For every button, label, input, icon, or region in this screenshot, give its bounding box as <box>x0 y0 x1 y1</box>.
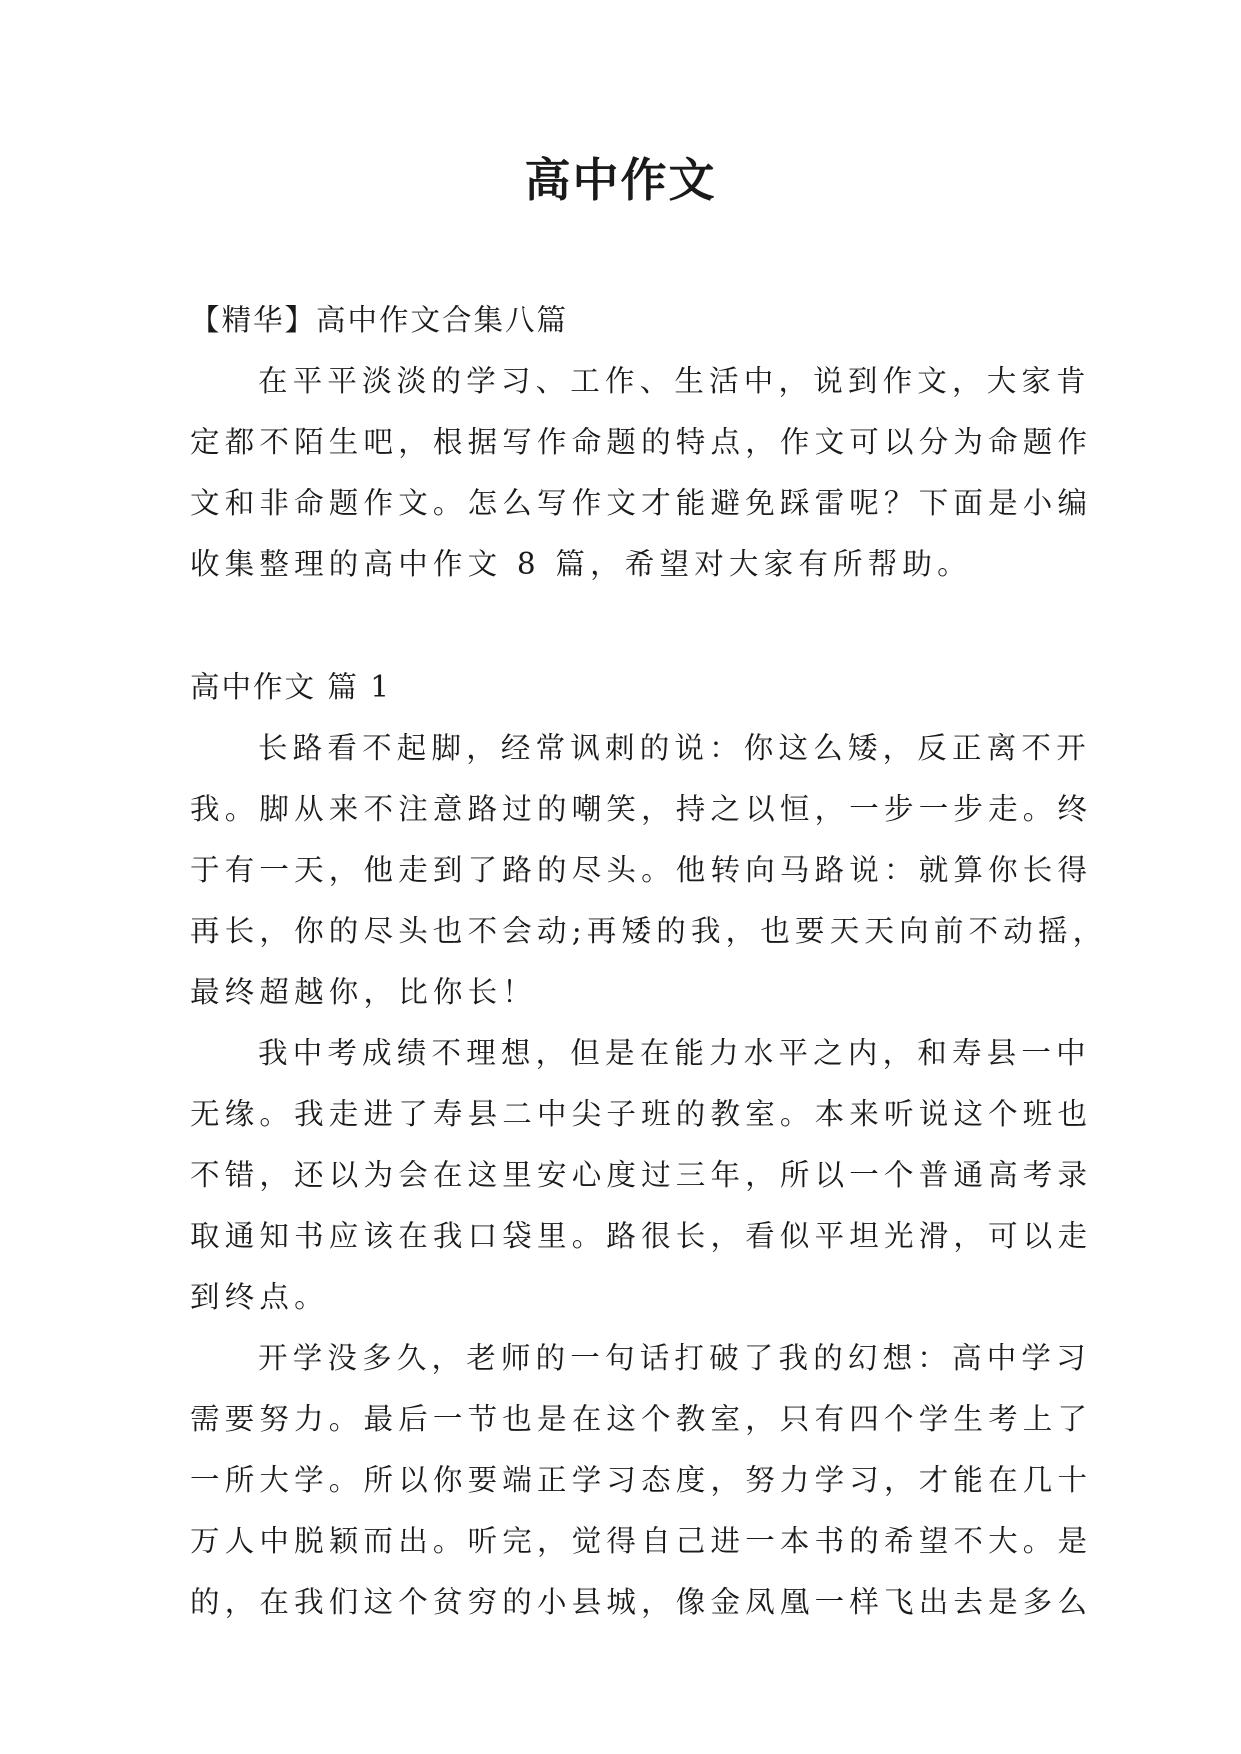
paragraph-line: 我。脚从来不注意路过的嘲笑，持之以恒，一步一步走。终 <box>190 792 1093 826</box>
paragraph-line: 到终点。 <box>190 1280 329 1314</box>
paragraph-line: 最终超越你，比你长！ <box>190 975 538 1009</box>
paragraph-line: 无缘。我走进了寿县二中尖子班的教室。本来听说这个班也 <box>190 1097 1093 1131</box>
intro-line: 定都不陌生吧，根据写作命题的特点，作文可以分为命题作 <box>190 425 1093 459</box>
paragraph-line: 万人中脱颖而出。听完，觉得自己进一本书的希望不大。是 <box>190 1524 1093 1558</box>
body-paragraph-2 <box>190 1023 1093 1328</box>
paragraph-line: 需要努力。最后一节也是在这个教室，只有四个学生考上了 <box>190 1402 1093 1436</box>
intro-line: 在平平淡淡的学习、工作、生活中，说到作文，大家肯 <box>258 364 1091 398</box>
paragraph-line: 一所大学。所以你要端正学习态度，努力学习，才能在几十 <box>190 1463 1093 1497</box>
section-heading: 高中作文 篇 1 <box>190 670 392 704</box>
paragraph-line: 我中考成绩不理想，但是在能力水平之内，和寿县一中 <box>258 1036 1091 1070</box>
body-paragraph-3 <box>190 1328 1093 1633</box>
paragraph-line: 于有一天，他走到了路的尽头。他转向马路说：就算你长得 <box>190 853 1093 887</box>
document-subtitle: 【精华】高中作文合集八篇 <box>190 303 569 337</box>
paragraph-line: 取通知书应该在我口袋里。路很长，看似平坦光滑，可以走 <box>190 1219 1093 1253</box>
paragraph-line: 不错，还以为会在这里安心度过三年，所以一个普通高考录 <box>190 1158 1093 1192</box>
paragraph-line: 再长，你的尽头也不会动;再矮的我，也要天天向前不动摇， <box>190 914 1108 948</box>
paragraph-line: 的，在我们这个贫穷的小县城，像金凤凰一样飞出去是多么 <box>190 1585 1093 1619</box>
document-body <box>190 290 1108 1633</box>
intro-paragraph <box>190 351 1093 595</box>
intro-line: 文和非命题作文。怎么写作文才能避免踩雷呢？下面是小编 <box>190 486 1093 520</box>
paragraph-line: 开学没多久，老师的一句话打破了我的幻想：高中学习 <box>258 1341 1091 1375</box>
intro-line: 收集整理的高中作文 8 篇，希望对大家有所帮助。 <box>190 547 972 581</box>
body-paragraph-1 <box>190 718 1108 1023</box>
paragraph-line: 长路看不起脚，经常讽刺的说：你这么矮，反正离不开 <box>258 731 1091 765</box>
document-title: 高中作文 <box>524 153 717 207</box>
